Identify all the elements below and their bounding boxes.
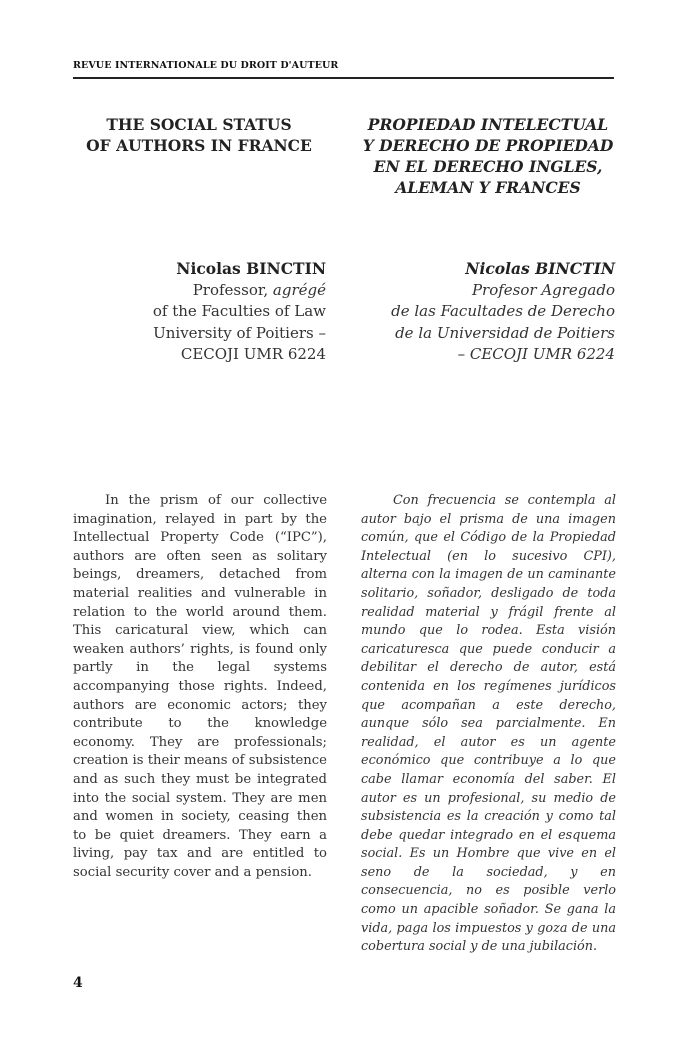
spanish-body-paragraph: Con frecuencia se contempla al autor bajo el prisma de una imagen común, que el Código de la Propiedad Intelectual (en lo sucesivo CPI), alterna con la imagen de un caminante solitario, soñador, desligado de toda realidad material y frágil frente al mundo que lo rodea. Esta visión caricaturesca que puede conducir a debilitar el derecho de autor, está contenida en los regímenes jurídicos que acompañan a este derecho, aunque sólo sea parcialmente. En realidad, el autor es un agente económico que contribuye a lo que cabe llamar economía del saber. El autor es un profesional, su medio de subsistencia es la creación y como tal debe quedar integrado en el esquema social. Es un Hombre que vive en el seno de la sociedad, y en consecuencia, no es posible verlo como un apacible soñador. Se gana la vida, paga los impuestos y goza de una cobertura social y de una jubilación. [361, 493, 616, 955]
english-affiliation-line [80, 280, 326, 302]
english-title-line: OF AUTHORS IN FRANCE [86, 136, 312, 155]
running-header: REVUE INTERNATIONALE DU DROIT D'AUTEUR [73, 60, 339, 71]
english-title-line: THE SOCIAL STATUS [106, 115, 292, 134]
spanish-title-line: Y DERECHO DE PROPIEDAD [362, 136, 614, 155]
english-affiliation-line: CECOJI UMR 6224 [180, 345, 326, 363]
spanish-affiliation-line: de las Facultades de Derecho [391, 302, 615, 320]
english-author-name: Nicolas BINCTIN [176, 259, 326, 278]
spanish-author-block [370, 258, 615, 366]
spanish-affiliation-line: Profesor Agregado [471, 280, 615, 299]
english-title [78, 114, 320, 156]
spanish-title-line: ALEMAN Y FRANCES [395, 178, 581, 197]
english-affiliation-line: University of Poitiers – [153, 323, 326, 342]
page-number: 4 [73, 975, 83, 991]
spanish-title-line: PROPIEDAD INTELECTUAL [367, 115, 609, 134]
english-body-paragraph: In the prism of our collective imagination, relayed in part by the Intellectual Property Code (“IPC”), authors are often seen as solitary beings, dreamers, detached from material realities and vulnerable in relation to the world around them. This caricatural view, which can weaken authors’ rights, is found only partly in the legal systems accompanying those rights. Indeed, authors are economic actors; they contribute to the knowledge economy. They are professionals; creation is their means of subsistence and as such they must be integrated into the social system. They are men and women in society, ceasing then to be quiet dreamers. They earn a living, pay tax and are entitled to social security cover and a pension. [73, 493, 327, 880]
spanish-title [356, 114, 620, 198]
spanish-author-name: Nicolas BINCTIN [465, 259, 615, 278]
spanish-affiliation-line: de la Universidad de Poitiers [395, 323, 615, 342]
spanish-title-line: EN EL DERECHO INGLES, [373, 157, 603, 176]
header-rule [73, 77, 614, 79]
english-affiliation-line: of the Faculties of Law [152, 302, 326, 320]
english-author-block [80, 258, 326, 366]
english-affiliation-italic: agrégé [272, 280, 326, 299]
english-affiliation-prefix: Professor, [192, 280, 273, 299]
spanish-affiliation-line: – CECOJI UMR 6224 [457, 345, 615, 363]
